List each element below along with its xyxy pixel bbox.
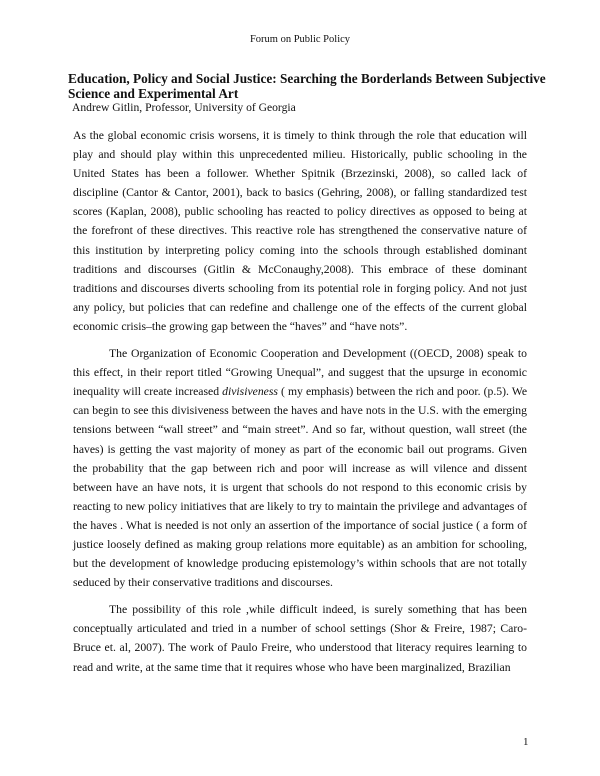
- paragraph-3: The possibility of this role ,while difficult indeed, is surely something that has been conceptually articulated and tried in a number of school settings (Shor & Freire, 1987; Caro-Bruce et. al, 2007). The work of Paulo Freire, who understood that literacy requires learning to read and write, at the same time that it requires whose who have been marginalized, Brazilian: [73, 603, 527, 674]
- paragraph-1: As the global economic crisis worsens, it is timely to think through the role that education will play and should play within this unprecedented milieu. Historically, public schooling in the United States has been a follower. Whether Spitnik (Brzezinski, 2008), so called lack of discipline (Cantor & Cantor, 2001), back to basics (Gehring, 2008), or falling standardized test scores (Kaplan, 2008), public schooling has reacted to policy directives as opposed to being at the forefront of these directives. This reactive role has strengthened the conservative nature of this institution by interpreting policy coming into the schools through established dominant traditions and discourses (Gitlin & McConaughy,2008). This embrace of these dominant traditions and discourses diverts schooling from its potential role in forging policy. And not just any policy, but policies that can redefine and challenge one of the effects of the current global economic crisis–the growing gap between the “haves” and “have nots”.: [73, 129, 527, 333]
- paragraph-2-part-2: ( my emphasis) between the rich and poor. (p.5). We can begin to see this divisiveness between the haves and have nots in the U.S. with the emerging tensions between “wall street” and “main street”. And so far, without question, wall street (the haves) is getting the vast majority of money as part of the economic bail out programs. Given the probability that the gap between rich and poor will increase as will vilence and dissent between have an have nots, it is urgent that schools do not respond to this economic crisis by reacting to new policy initiatives that are likely to try to maintain the privilege and advantages of the haves . What is needed is not only an assertion of the importance of social justice ( a form of justice loosely defined as making group relations more equitable) as an ambition for schooling, but the development of knowledge producing epistemology’s within schools that are not totally seduced by their conservative traditions and discourses.: [73, 385, 528, 590]
- paragraph-2-part-1: The Organization of Economic Cooperation and Development ((OECD, 2008) speak to this effect, in their report titled “Growing Unequal”, and suggest that the upsurge in economic inequality will create increased: [73, 347, 527, 399]
- author-line: Andrew Gitlin, Professor, University of Georgia: [72, 101, 296, 114]
- page-number: 1: [523, 736, 529, 748]
- running-header: Forum on Public Policy: [249, 34, 351, 45]
- paragraph-2: [73, 344, 527, 592]
- emphasis-divisiveness: divisiveness: [222, 385, 278, 399]
- body-text: [73, 126, 527, 685]
- paper-title: Education, Policy and Social Justice: Searching the Borderlands Between Subjective Science and Experimental Art: [68, 71, 546, 101]
